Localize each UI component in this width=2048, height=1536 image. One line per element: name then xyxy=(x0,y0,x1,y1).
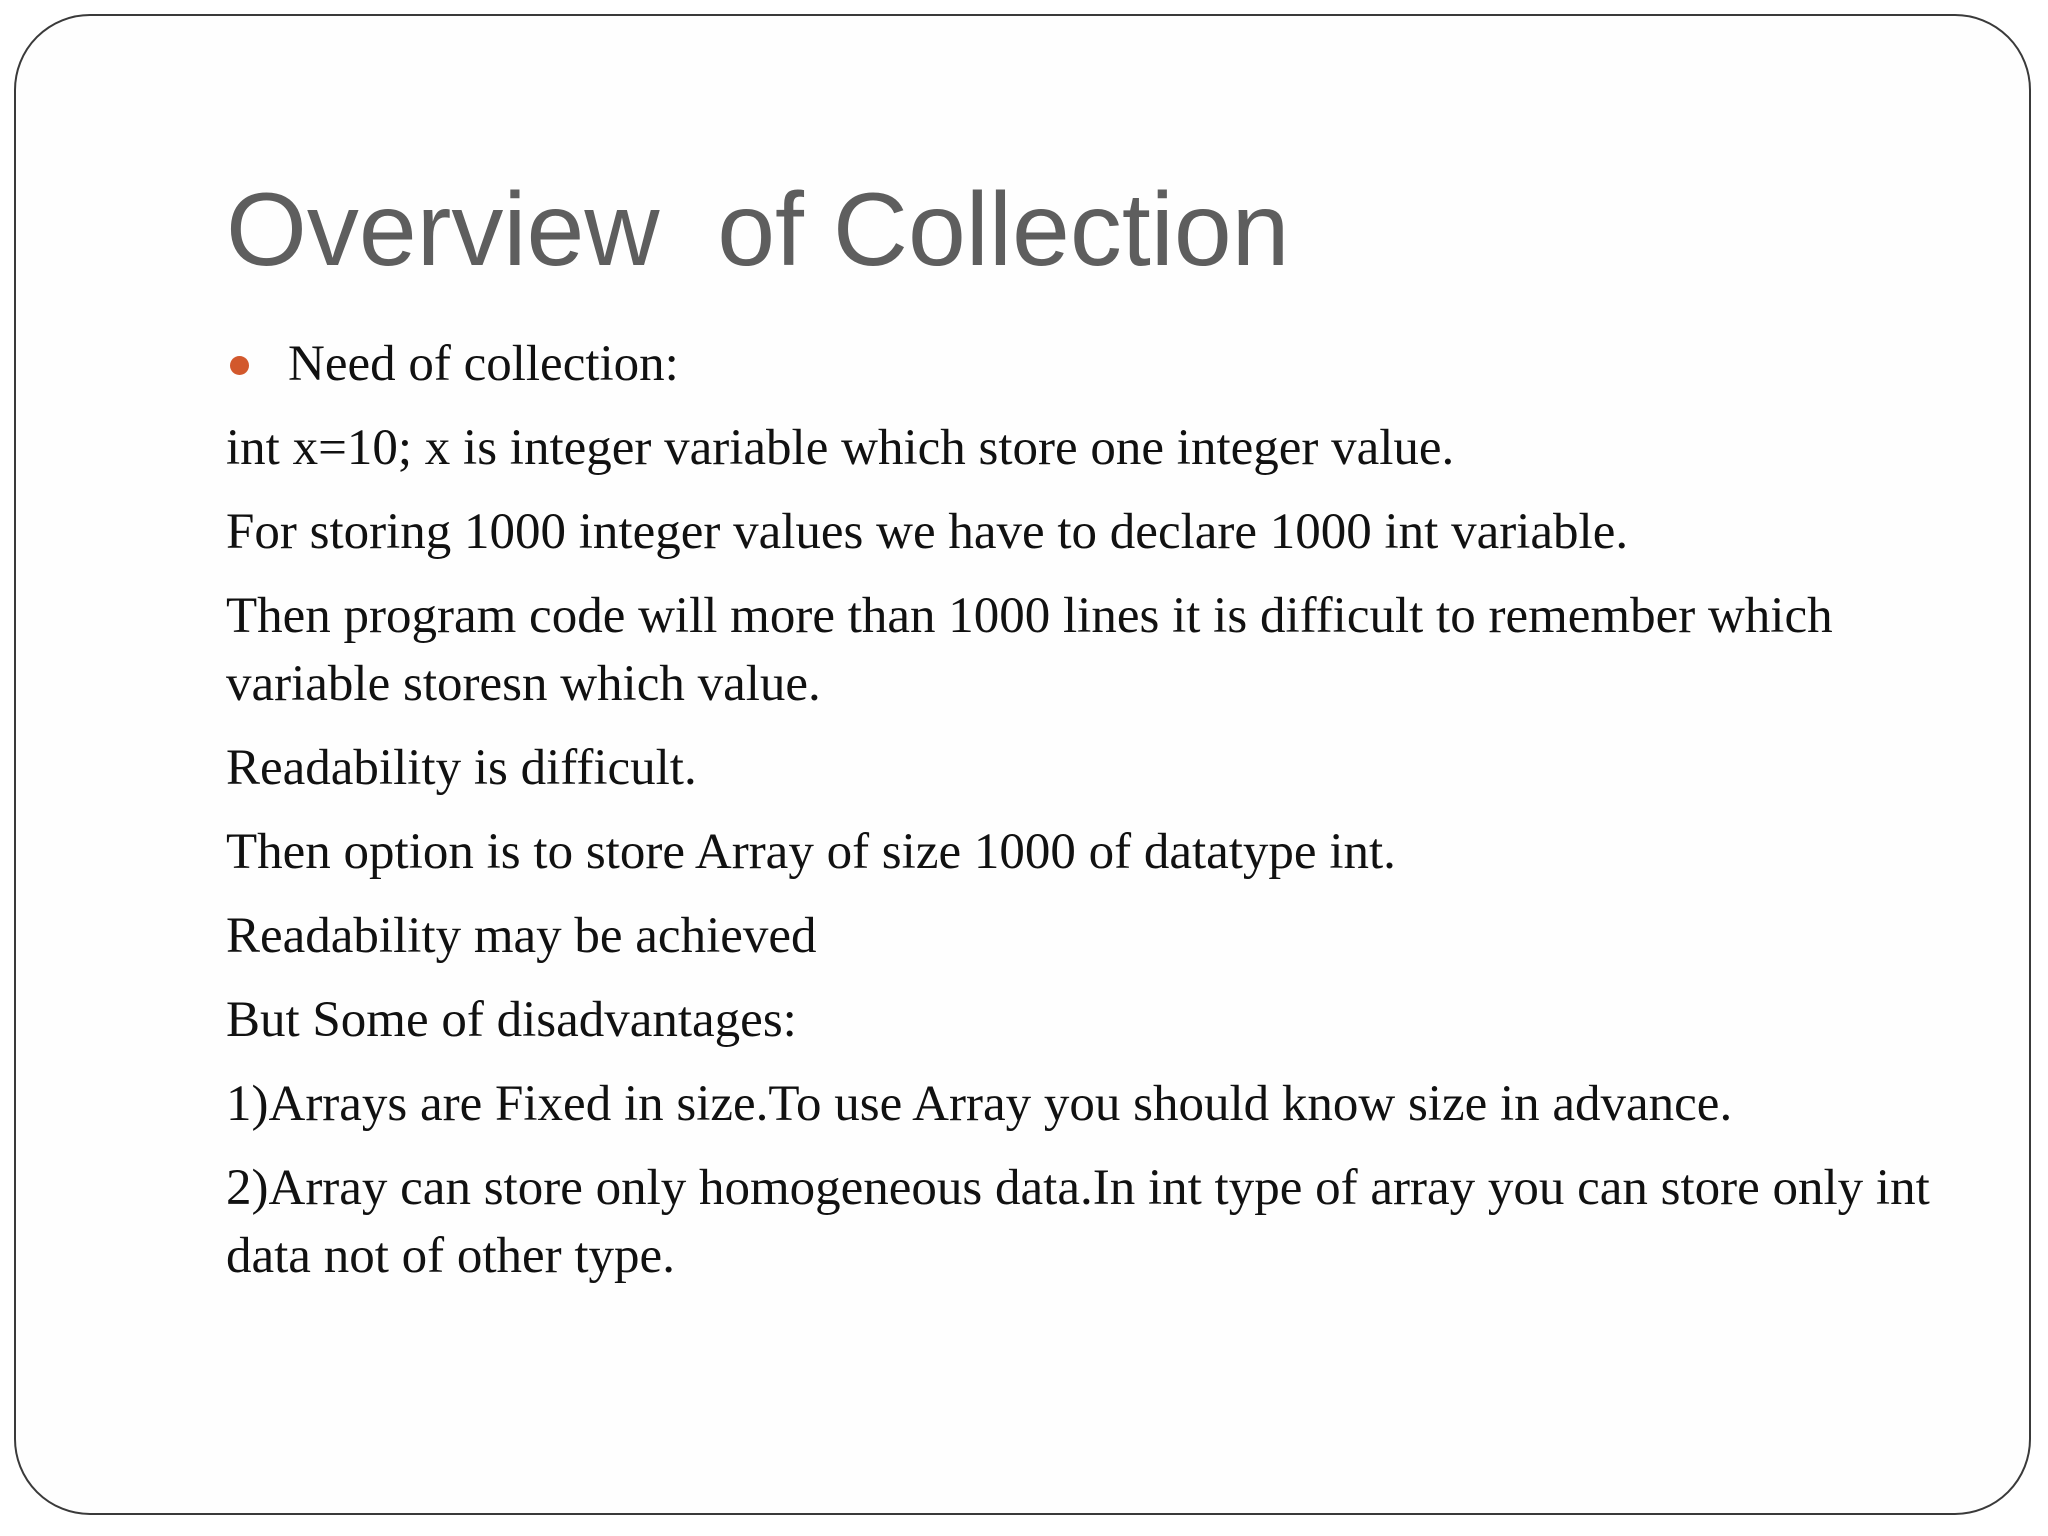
paragraph-readability-achieved: Readability may be achieved xyxy=(226,908,817,964)
paragraph-array-option: Then option is to store Array of size 1000 of datatype int. xyxy=(226,824,1396,880)
bullet-dot-icon xyxy=(230,356,249,375)
paragraph-homogeneous: 2)Array can store only homogeneous data.In int type of array you can store only int data not of other type. xyxy=(226,1160,1930,1284)
paragraph-fixed-size: 1)Arrays are Fixed in size.To use Array you should know size in advance. xyxy=(226,1076,1733,1132)
paragraph-storing-values: For storing 1000 integer values we have to declare 1000 int variable. xyxy=(226,504,1629,560)
paragraph-program-code: Then program code will more than 1000 lines it is difficult to remember which variable storesn which value. xyxy=(226,588,1833,712)
paragraph-readability-difficult: Readability is difficult. xyxy=(226,740,697,796)
slide-title: Overview of Collection xyxy=(226,172,1290,288)
bullet-text: Need of collection: xyxy=(288,336,679,392)
paragraph-int-declaration: int x=10; x is integer variable which store one integer value. xyxy=(226,420,1455,476)
paragraph-disadvantages: But Some of disadvantages: xyxy=(226,992,797,1048)
bullet-item xyxy=(226,330,1936,398)
slide-content xyxy=(226,330,1936,1306)
